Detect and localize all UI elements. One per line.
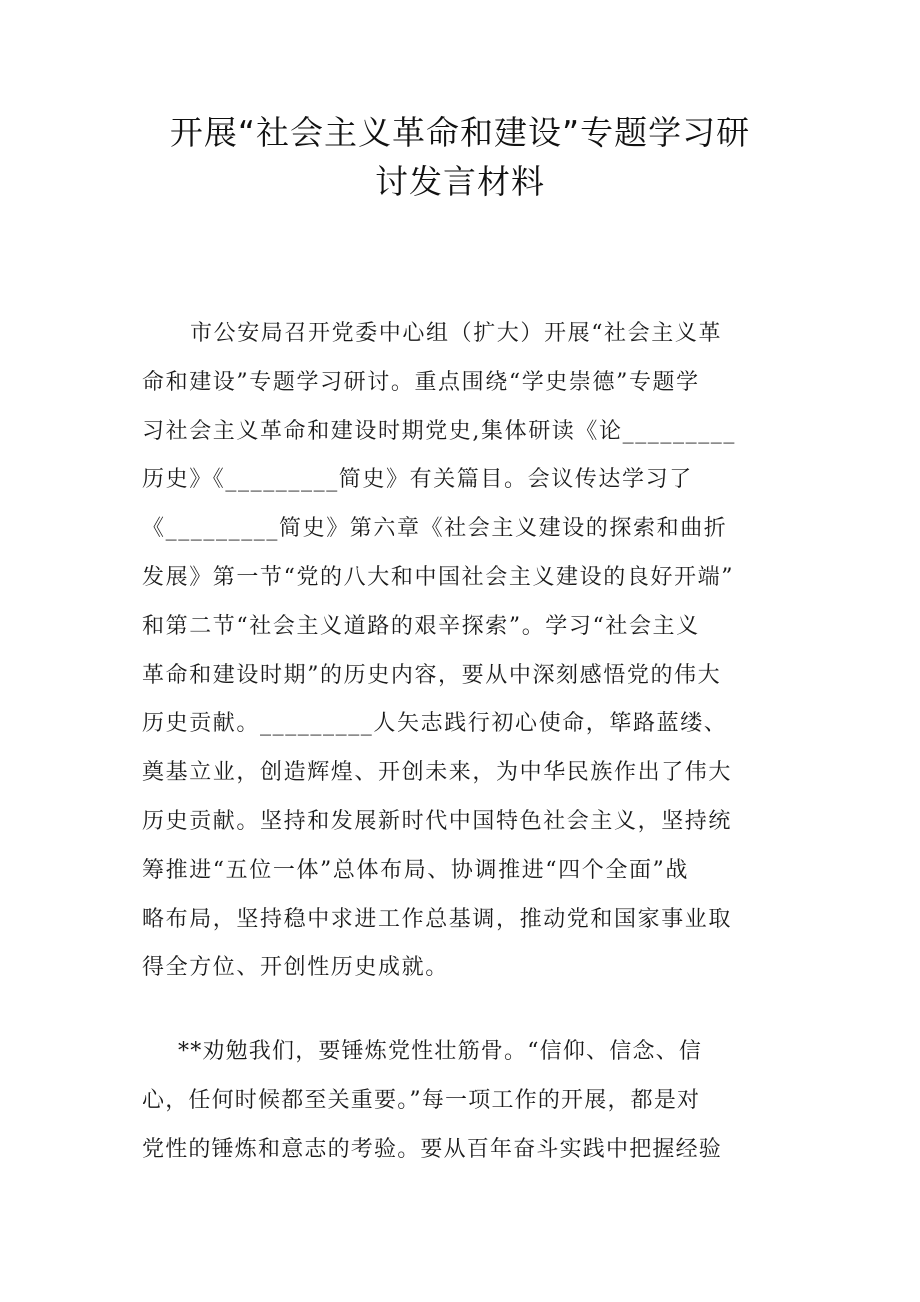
paragraph-line: 心，任何时候都至关重要。”每一项工作的开展，都是对: [142, 1087, 701, 1113]
paragraph-line: 历史贡献。坚持和发展新时代中国特色社会主义，坚持统: [142, 808, 733, 834]
body-paragraph-1: [142, 310, 782, 993]
body-paragraph-2: [142, 1028, 782, 1174]
document-title: [130, 108, 790, 206]
paragraph-line: 党性的锤炼和意志的考验。要从百年奋斗实践中把握经验: [142, 1136, 723, 1162]
paragraph-line: 革命和建设时期”的历史内容，要从中深刻感悟党的伟大: [142, 662, 722, 688]
paragraph-line: 得全方位、开创性历史成就。: [142, 955, 449, 981]
paragraph-line: **劝勉我们，要锤炼党性壮筋骨。“信仰、信念、信: [178, 1039, 703, 1064]
paragraph-line: 市公安局召开党委中心组（扩大）开展“社会主义革: [190, 321, 723, 346]
title-line: 讨发言材料: [375, 162, 545, 201]
paragraph-line: 奠基立业，创造辉煌、开创未来，为中华民族作出了伟大: [142, 760, 733, 786]
paragraph-line: 《_________简史》第六章《社会主义建设的探索和曲折: [142, 516, 728, 542]
paragraph-line: 命和建设”专题学习研讨。重点围绕“学史崇德”专题学: [142, 369, 700, 395]
paragraph-line: 习社会主义革命和建设时期党史,集体研读《论_________: [142, 418, 736, 444]
paragraph-line: 略布局，坚持稳中求进工作总基调，推动党和国家事业取: [142, 906, 733, 932]
paragraph-line: 历史》《_________简史》有关篇目。会议传达学习了: [142, 467, 693, 493]
paragraph-line: 发展》第一节“党的八大和中国社会主义建设的良好开端”: [142, 564, 735, 590]
paragraph-line: 和第二节“社会主义道路的艰辛探索”。学习“社会主义: [142, 613, 700, 639]
paragraph-line: 筹推进“五位一体”总体布局、协调推进“四个全面”战: [142, 857, 689, 883]
paragraph-line: 历史贡献。_________人矢志践行初心使命，筚路蓝缕、: [142, 711, 728, 737]
title-line: 开展“社会主义革命和建设”专题学习研: [169, 113, 751, 152]
